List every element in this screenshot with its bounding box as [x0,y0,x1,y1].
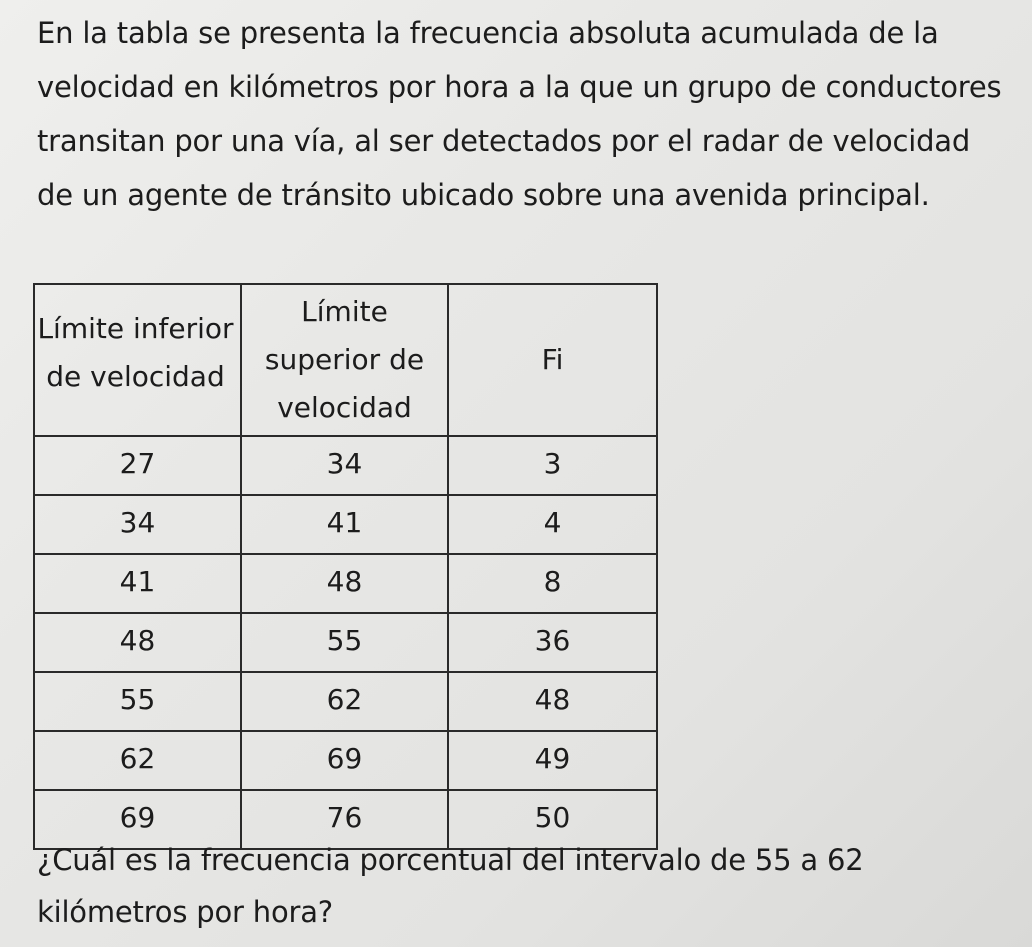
cell-upper-limit: 76 [241,790,448,849]
cell-upper-limit: 55 [241,613,448,672]
frequency-table-container [33,283,658,850]
frequency-table [33,283,658,850]
header-cumulative-frequency: Fi [448,284,657,436]
table-header-row [34,284,657,436]
table-row [34,672,657,731]
cell-lower-limit: 55 [34,672,241,731]
cell-cumulative-frequency: 4 [448,495,657,554]
cell-lower-limit: 48 [34,613,241,672]
header-upper-limit: Límite superior de velocidad [241,284,448,436]
question-text: ¿Cuál es la frecuencia porcentual del intervalo de 55 a 62 kilómetros por hora? [37,843,864,929]
table-row [34,436,657,495]
header-lower-limit: Límite inferior de velocidad [34,284,241,436]
cell-upper-limit: 48 [241,554,448,613]
table-row [34,554,657,613]
cell-lower-limit: 41 [34,554,241,613]
cell-cumulative-frequency: 49 [448,731,657,790]
cell-upper-limit: 34 [241,436,448,495]
cell-lower-limit: 27 [34,436,241,495]
table-row [34,495,657,554]
cell-cumulative-frequency: 3 [448,436,657,495]
table-row [34,731,657,790]
cell-upper-limit: 41 [241,495,448,554]
cell-cumulative-frequency: 36 [448,613,657,672]
table-row [34,613,657,672]
cell-cumulative-frequency: 50 [448,790,657,849]
cell-lower-limit: 69 [34,790,241,849]
cell-cumulative-frequency: 48 [448,672,657,731]
cell-upper-limit: 62 [241,672,448,731]
cell-lower-limit: 34 [34,495,241,554]
cell-cumulative-frequency: 8 [448,554,657,613]
cell-lower-limit: 62 [34,731,241,790]
cell-upper-limit: 69 [241,731,448,790]
problem-statement: En la tabla se presenta la frecuencia absoluta acumulada de la velocidad en kilómetros por hora a la que un grupo de conductores transitan por una vía, al ser detectados por el radar de velocidad de un agente de tránsito ubicado sobre una avenida principal. [37,16,1002,212]
